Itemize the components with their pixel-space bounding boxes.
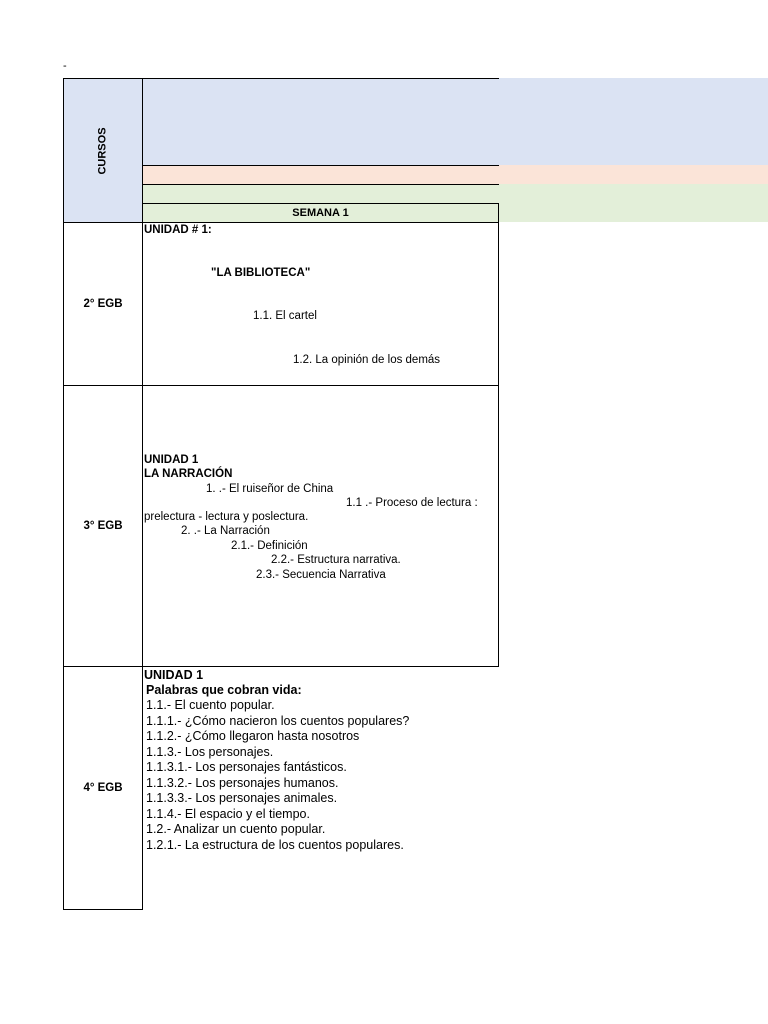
egb3-line: 2.2.- Estructura narrativa. bbox=[271, 554, 401, 566]
grid-line bbox=[63, 909, 143, 910]
grid-line bbox=[498, 203, 499, 667]
egb4-line: 1.2.1.- La estructura de los cuentos populares. bbox=[146, 838, 404, 852]
egb4-line: 1.1.- El cuento popular. bbox=[146, 698, 275, 712]
egb3-line: 1.1 .- Proceso de lectura : bbox=[346, 497, 478, 509]
grade-label-2egb: 2° EGB bbox=[83, 298, 123, 310]
grid-line bbox=[143, 184, 499, 185]
grade-label-4egb: 4° EGB bbox=[83, 782, 123, 794]
egb4-line: 1.1.2.- ¿Cómo llegaron hasta nosotros bbox=[146, 729, 360, 743]
egb4-line: 1.2.- Analizar un cuento popular. bbox=[146, 822, 326, 836]
header-blue-band bbox=[143, 78, 768, 165]
egb4-line: UNIDAD 1 bbox=[144, 668, 204, 682]
egb3-line: LA NARRACIÓN bbox=[144, 468, 233, 480]
egb3-line: 2.3.- Secuencia Narrativa bbox=[256, 569, 386, 581]
grade-label-3egb: 3° EGB bbox=[83, 520, 123, 532]
egb4-line: 1.1.3.- Los personajes. bbox=[146, 745, 274, 759]
header-peach-band bbox=[143, 165, 768, 184]
egb4-line: Palabras que cobran vida: bbox=[146, 683, 302, 697]
egb2-line: 1.1. El cartel bbox=[253, 310, 317, 322]
egb2-line: "LA BIBLIOTECA" bbox=[211, 267, 311, 279]
grid-line bbox=[143, 165, 499, 166]
egb4-line: 1.1.3.2.- Los personajes humanos. bbox=[146, 776, 339, 790]
egb4-line: 1.1.3.3.- Los personajes animales. bbox=[146, 791, 338, 805]
egb4-line: 1.1.3.1.- Los personajes fantásticos. bbox=[146, 760, 347, 774]
egb3-line: 1. .- El ruiseñor de China bbox=[206, 483, 334, 495]
egb3-line: prelectura - lectura y poslectura. bbox=[144, 511, 309, 523]
egb3-line: 2. .- La Narración bbox=[181, 525, 270, 537]
cursos-label: CURSOS bbox=[97, 126, 109, 175]
stray-dash: - bbox=[63, 60, 67, 72]
semana-label: SEMANA 1 bbox=[292, 207, 349, 219]
egb4-line: 1.1.1.- ¿Cómo nacieron los cuentos populares? bbox=[146, 714, 410, 728]
egb3-line: 2.1.- Definición bbox=[231, 540, 308, 552]
egb2-line: 1.2. La opinión de los demás bbox=[293, 354, 441, 366]
egb3-line: UNIDAD 1 bbox=[144, 454, 199, 466]
egb2-line: UNIDAD # 1: bbox=[144, 224, 212, 236]
egb4-line: 1.1.4.- El espacio y el tiempo. bbox=[146, 807, 310, 821]
